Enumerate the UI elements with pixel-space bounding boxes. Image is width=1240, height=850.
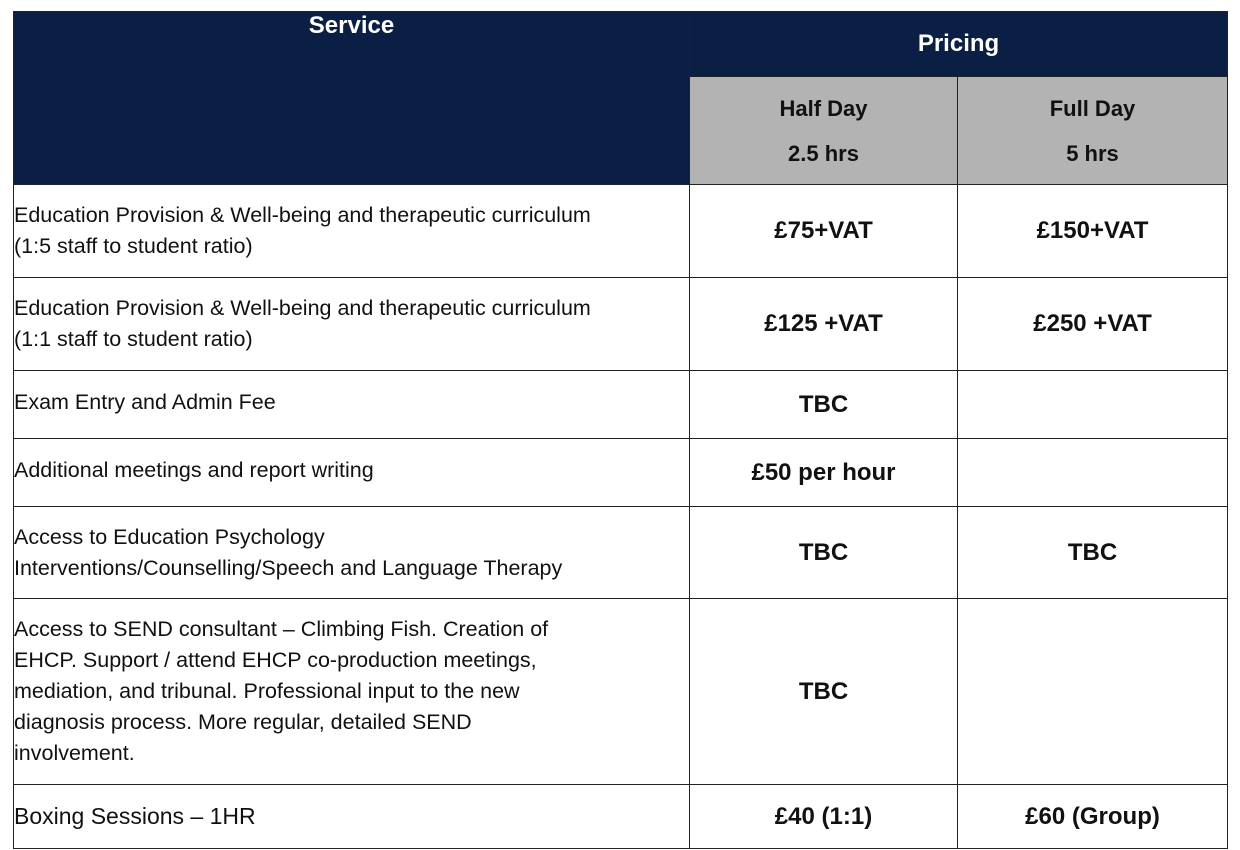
half-day-price: £40 (1:1): [690, 785, 958, 849]
full-day-price: [958, 371, 1228, 439]
full-day-price: [958, 599, 1228, 785]
full-day-price: [958, 439, 1228, 507]
service-text-line: (1:1 staff to student ratio): [14, 327, 253, 351]
half-day-price: TBC: [690, 371, 958, 439]
full-day-price: £150+VAT: [958, 185, 1228, 278]
service-cell: Boxing Sessions – 1HR: [14, 785, 690, 849]
service-text-line: involvement.: [14, 741, 135, 765]
full-day-header: [958, 77, 1228, 185]
service-text-line: Education Provision & Well-being and therapeutic curriculum: [14, 203, 591, 227]
service-column-header: Service: [14, 12, 690, 185]
table-row: [14, 371, 1228, 439]
service-cell: Exam Entry and Admin Fee: [14, 371, 690, 439]
table-row: [14, 278, 1228, 371]
full-day-price: £60 (Group): [958, 785, 1228, 849]
service-text-line: Access to Education Psychology: [14, 524, 325, 549]
half-day-duration: 2.5 hrs: [788, 140, 859, 166]
service-text-line: Education Provision & Well-being and therapeutic curriculum: [14, 296, 591, 320]
service-cell: Additional meetings and report writing: [14, 439, 690, 507]
full-day-duration: 5 hrs: [1066, 140, 1119, 166]
service-cell: [14, 507, 690, 599]
half-day-header: [690, 77, 958, 185]
service-text-line: Interventions/Counselling/Speech and Language Therapy: [14, 555, 563, 580]
service-text-line: (1:5 staff to student ratio): [14, 234, 253, 258]
table-row: [14, 785, 1228, 849]
service-cell: [14, 185, 690, 278]
half-day-price: TBC: [690, 507, 958, 599]
service-text-line: EHCP. Support / attend EHCP co-production meetings,: [14, 648, 537, 672]
service-text-line: diagnosis process. More regular, detailed SEND: [14, 710, 472, 734]
table-row: [14, 439, 1228, 507]
service-cell: [14, 599, 690, 785]
half-day-price: TBC: [690, 599, 958, 785]
pricing-column-header: Pricing: [690, 12, 1228, 77]
half-day-price: £75+VAT: [690, 185, 958, 278]
half-day-price: £125 +VAT: [690, 278, 958, 371]
full-day-price: £250 +VAT: [958, 278, 1228, 371]
full-day-price: TBC: [958, 507, 1228, 599]
table-row: [14, 507, 1228, 599]
table-row: [14, 185, 1228, 278]
full-day-label: Full Day: [1049, 95, 1136, 121]
service-text-line: Access to SEND consultant – Climbing Fish. Creation of: [14, 617, 549, 641]
table-row: [14, 599, 1228, 785]
service-cell: [14, 278, 690, 371]
service-text-line: mediation, and tribunal. Professional input to the new: [14, 679, 520, 703]
half-day-label: Half Day: [779, 95, 868, 121]
half-day-price: £50 per hour: [690, 439, 958, 507]
pricing-table: [13, 11, 1228, 849]
